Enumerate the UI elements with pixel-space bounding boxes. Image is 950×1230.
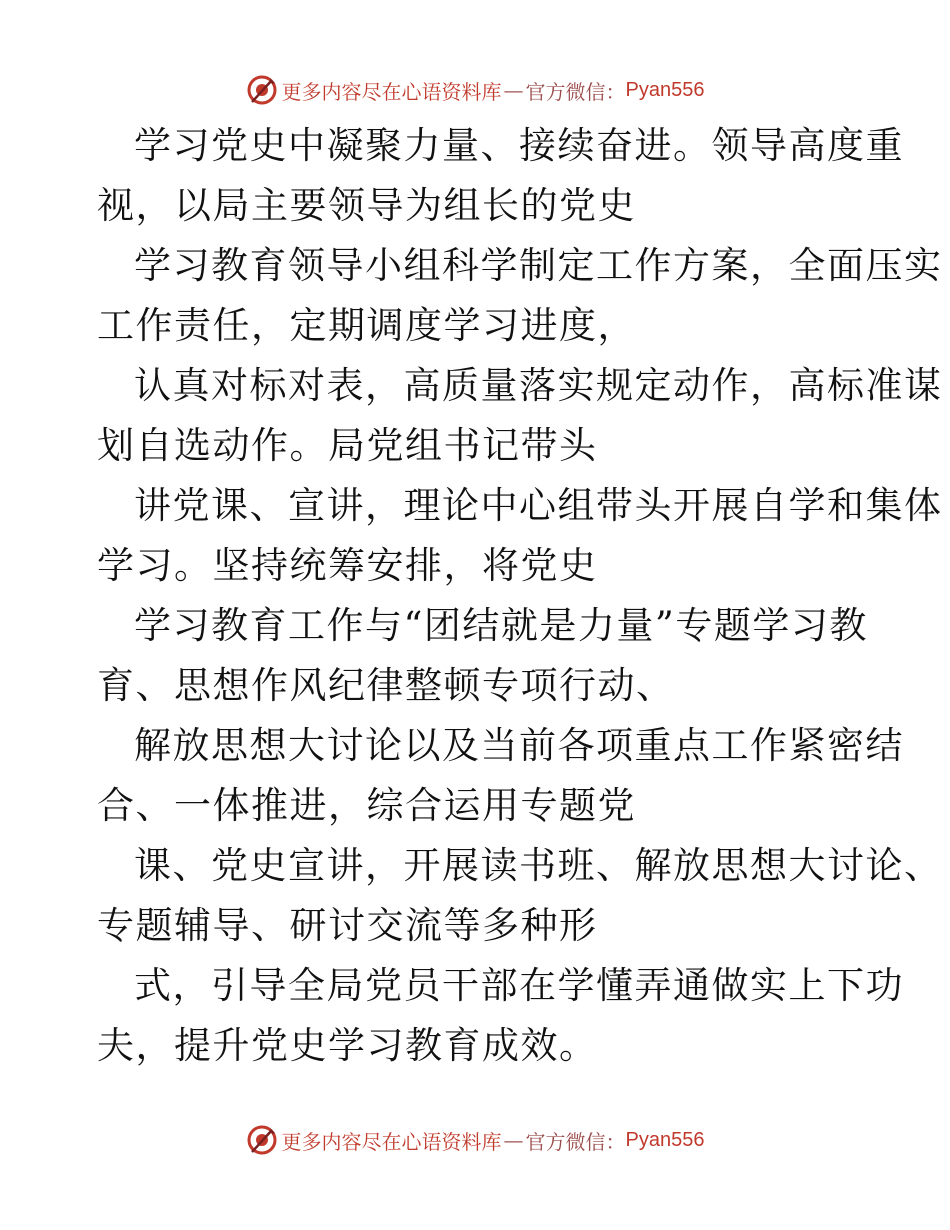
watermark-separator: — [503, 78, 524, 102]
paragraph-line: 育、思想作风纪律整顿专项行动、 [97, 664, 675, 707]
paragraph-line: 夫，提升党史学习教育成效。 [97, 1024, 598, 1067]
paragraph-line: 划自选动作。局党组书记带头 [97, 424, 598, 467]
paragraph-line: 课、党史宣讲，开展读书班、解放思想大讨论、 [134, 844, 943, 887]
paragraph-line: 讲党课、宣讲，理论中心组带头开展自学和集体 [134, 484, 943, 527]
paragraph-line: 工作责任，定期调度学习进度， [97, 304, 636, 347]
watermark-label: 官方微信： [525, 1129, 626, 1154]
quill-seal-icon [246, 1124, 278, 1156]
watermark-main-text: 更多内容尽在心语资料库 [281, 1129, 502, 1154]
paragraph-line: 学习教育领导小组科学制定工作方案，全面压实 [134, 244, 943, 287]
paragraph-line: 学习。坚持统筹安排，将党史 [97, 544, 598, 587]
watermark-separator: — [503, 1128, 524, 1152]
quill-seal-icon [246, 74, 278, 106]
paragraph-line: 学习党史中凝聚力量、接续奋进。领导高度重 [134, 124, 904, 167]
watermark-label: 官方微信： [525, 79, 626, 104]
paragraph-line: 专题辅导、研讨交流等多种形 [97, 904, 598, 947]
paragraph-line: 认真对标对表，高质量落实规定动作，高标准谋 [134, 364, 943, 407]
paragraph-line: 解放思想大讨论以及当前各项重点工作紧密结 [134, 724, 904, 767]
document-body [97, 116, 943, 1076]
paragraph-line: 视，以局主要领导为组长的党史 [97, 184, 636, 227]
watermark-wechat-id: Pyan556 [625, 78, 705, 101]
footer-watermark [0, 1120, 950, 1160]
watermark-wechat-id: Pyan556 [625, 1128, 705, 1151]
paragraph-line: 合、一体推进，综合运用专题党 [97, 784, 636, 827]
header-watermark [0, 70, 950, 110]
watermark-main-text: 更多内容尽在心语资料库 [281, 79, 502, 104]
paragraph-line: 学习教育工作与“团结就是力量”专题学习教 [134, 604, 868, 647]
paragraph-line: 式，引导全局党员干部在学懂弄通做实上下功 [134, 964, 904, 1007]
